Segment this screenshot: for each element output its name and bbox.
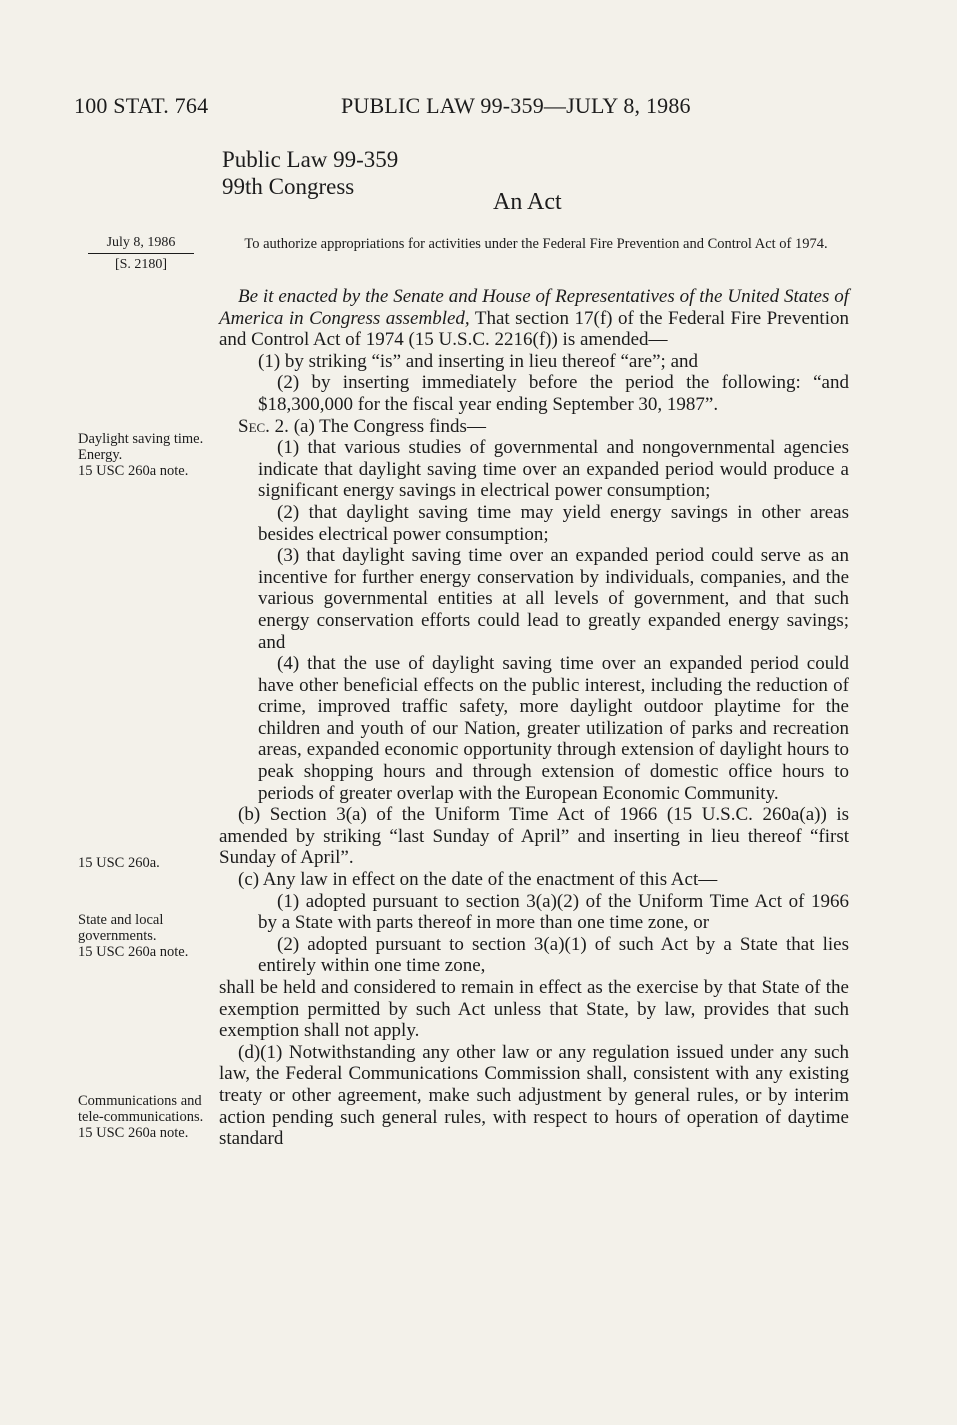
date-bill-margin [88,235,194,273]
act-purpose: To authorize appropriations for activities under the Federal Fire Prevention and Control Act of 1974. [244,236,828,252]
subsection-c-item-1: (1) adopted pursuant to section 3(a)(2) of the Uniform Time Act of 1966 by a State with parts thereof in more than one time zone, or [258,890,849,934]
margin-note-line: Energy. [78,447,123,463]
section-1-text: That section 17(f) of the Federal Fire Prevention and Control Act of 1974 (15 U.S.C. 2216(f)) is amended— [219,307,849,351]
section-1-item-2: (2) by inserting immediately before the period the following: “and $18,300,000 for the fiscal year ending September 30, 1987”. [258,372,849,415]
margin-note-state-local [78,912,214,960]
margin-rule [88,253,194,254]
bill-number: [S. 2180] [114,257,168,272]
subsection-c-item-2: (2) adopted pursuant to section 3(a)(1) of such Act by a State that lies entirely within one time zone, [258,933,849,977]
margin-note-line: Communications and tele-communications. [78,1093,204,1125]
running-head-title: PUBLIC LAW 99-359—JULY 8, 1986 [341,93,691,118]
margin-note-line: 15 USC 260a note. [78,944,189,960]
subsection-b: (b) Section 3(a) of the Uniform Time Act of 1966 (15 U.S.C. 260a(a)) is amended by striking “last Sunday of April” and inserting in lieu thereof “first Sunday of April”. [219,804,849,869]
finding-1: (1) that various studies of governmental and nongovernmental agencies indicate that daylight saving time over an expanded period would produce a significant energy savings in electrical power consumption; [258,437,849,502]
subsection-d: (d)(1) Notwithstanding any other law or any regulation issued under any such law, the Federal Communications Commission shall, consistent with any existing treaty or other agreement, make such adjustment by general rules, or by interim action pending such general rules, with respect to hours of operation of daytime standard [219,1041,849,1150]
congress-label: 99th Congress [222,174,355,199]
margin-note-line: Daylight saving time. [78,431,204,447]
section-1 [219,286,849,351]
section-2-intro [219,416,849,438]
act-heading: An Act [493,189,562,215]
enactment-date: July 8, 1986 [106,235,176,250]
section-1-item-1: (1) by striking “is” and inserting in lieu thereof “are”; and [258,350,699,372]
finding-2: (2) that daylight saving time may yield energy savings in other areas besides electrical power consumption; [258,501,849,545]
section-2-label: Sec. 2. [238,415,289,437]
margin-note-line: 15 USC 260a note. [78,1125,189,1141]
law-body [219,286,849,1150]
finding-3: (3) that daylight saving time over an expanded period could serve as an incentive for further energy conservation by individuals, companies, and the various governmental entities at all levels of government, and that such energy conservation efforts could lead to greatly expanded energy savings; and [258,545,849,653]
margin-note-line: State and local governments. [78,912,164,944]
margin-note-communications [78,1093,214,1141]
margin-note-line: 15 USC 260a note. [78,463,189,479]
law-title-block [222,146,398,200]
finding-4: (4) that the use of daylight saving time over an expanded period could have other beneficial effects on the public interest, including the reduction of crime, improved traffic safety, more daylight outdoor playtime for the children and youth of our Nation, greater utilization of parks and recreation areas, expanded economic opportunity through extension of daylight hours to peak shopping hours and through extension of domestic office hours to periods of greater overlap with the European Economic Community. [258,653,849,804]
section-2-intro-text: (a) The Congress finds— [288,415,486,437]
page-stat-reference: 100 STAT. 764 [74,93,209,118]
subsection-c: (c) Any law in effect on the date of the enactment of this Act— [238,869,718,891]
margin-note-usc: 15 USC 260a. [78,855,160,871]
margin-note-daylight [78,431,214,479]
law-number: Public Law 99-359 [222,147,399,172]
enacting-clause: Be it enacted by the Senate and House of Representatives of the United States of America in Congress assembled, [219,286,849,329]
subsection-c-closing: shall be held and considered to remain in effect as the exercise by that State of the exemption permitted by such Act unless that State, by law, provides that such exemption shall not apply. [219,977,849,1042]
